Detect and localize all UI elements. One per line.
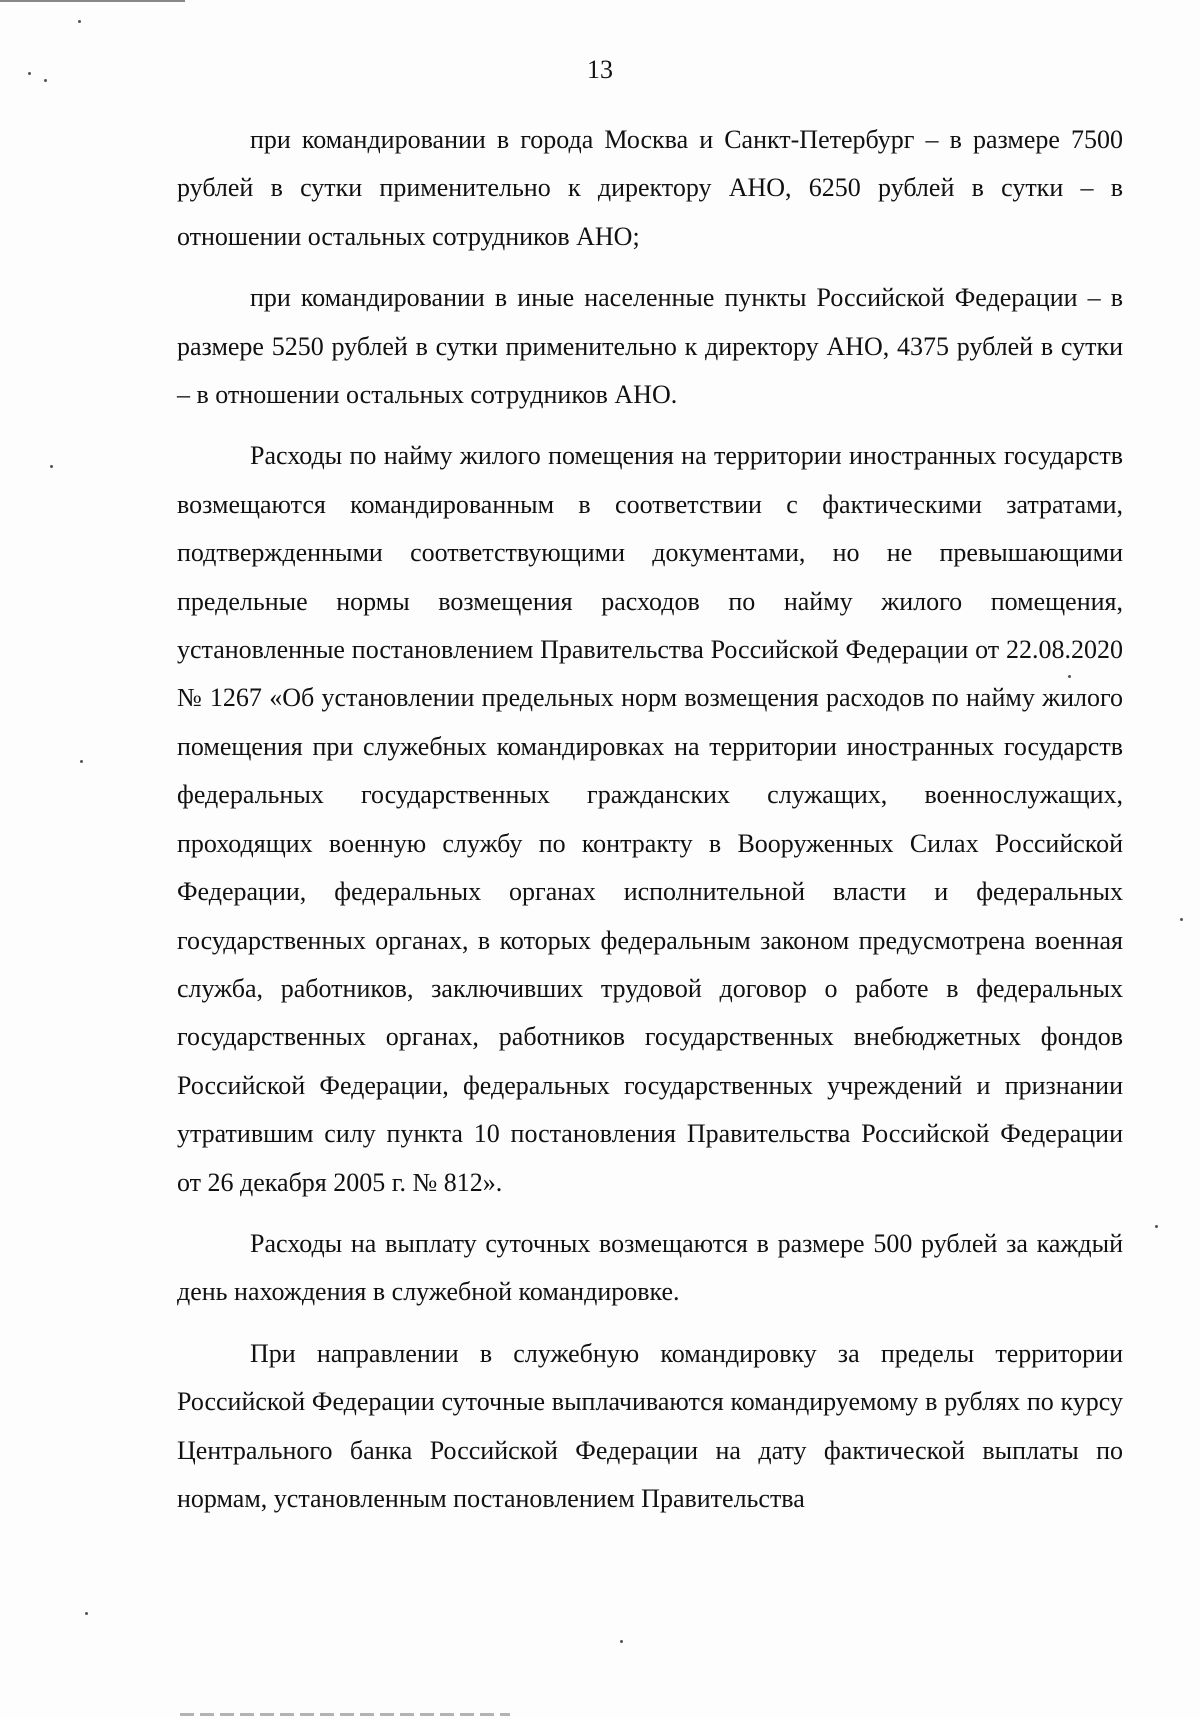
scan-speck: [80, 760, 83, 763]
paragraph-foreign-daily-allowance: При направлении в служебную командировку за пределы территории Российской Федерации суточные выплачиваются командируемому в рублях по курсу Центрального банка Российской Федерации на дату фактической выплаты по нормам, установленным постановлением Правительства: [177, 1338, 1123, 1513]
scan-speck: [620, 1640, 623, 1643]
scan-speck: [1180, 918, 1183, 921]
scan-edge-line-top: [0, 0, 185, 2]
paragraph-daily-allowance: Расходы на выплату суточных возмещаются в размере 500 рублей за каждый день нахождения в служебной командировке.: [177, 1228, 1123, 1307]
paragraph-moscow-spb-allowance: при командировании в города Москва и Санкт-Петербург – в размере 7500 рублей в сутки применительно к директору АНО, 6250 рублей в сутки – в отношении остальных сотрудников АНО;: [177, 125, 1123, 251]
paragraph-other-cities-allowance: при командировании в иные населенные пункты Российской Федерации – в размере 5250 рублей в сутки применительно к директору АНО, 4375 рублей в сутки – в отношении остальных сотрудников АНО.: [177, 283, 1123, 410]
scan-speck: [50, 465, 53, 468]
paragraph-foreign-lodging: Расходы по найму жилого помещения на территории иностранных государств возмещаются командированным в соответствии с фактическими затратами, подтвержденными соответствующими документами, но не превышающими предельные нормы возмещения расходов по найму жилого помещения, установленные постановлением Правительства Российской Федерации от 22.08.2020 № 1267 «Об установлении предельных норм возмещения расходов по найму жилого помещения при служебных командировках на территории иностранных государств федеральных государственных гражданских служащих, военнослужащих, проходящих военную службу по контракту в Вооруженных Силах Российской Федерации, федеральных органах исполнительной власти и федеральных государственных органах, в которых федеральным законом предусмотрена военная служба, работников, заключивших трудовой договор о работе в федеральных государственных органах, работников государственных внебюджетных фондов Российской Федерации, федеральных государственных учреждений и признании утратившим силу пункта 10 постановления Правительства Российской Федерации от 26 декабря 2005 г. № 812».: [177, 441, 1123, 1197]
page-number: 13: [587, 55, 613, 84]
scan-speck: [85, 1612, 88, 1615]
scan-speck: [78, 20, 81, 23]
scan-speck: [1155, 1225, 1158, 1228]
scan-speck: [28, 72, 31, 75]
scan-speck: [44, 79, 47, 82]
document-body: [177, 116, 1123, 1523]
scan-edge-line-bottom: [180, 1713, 510, 1716]
scan-speck: [1068, 675, 1071, 678]
